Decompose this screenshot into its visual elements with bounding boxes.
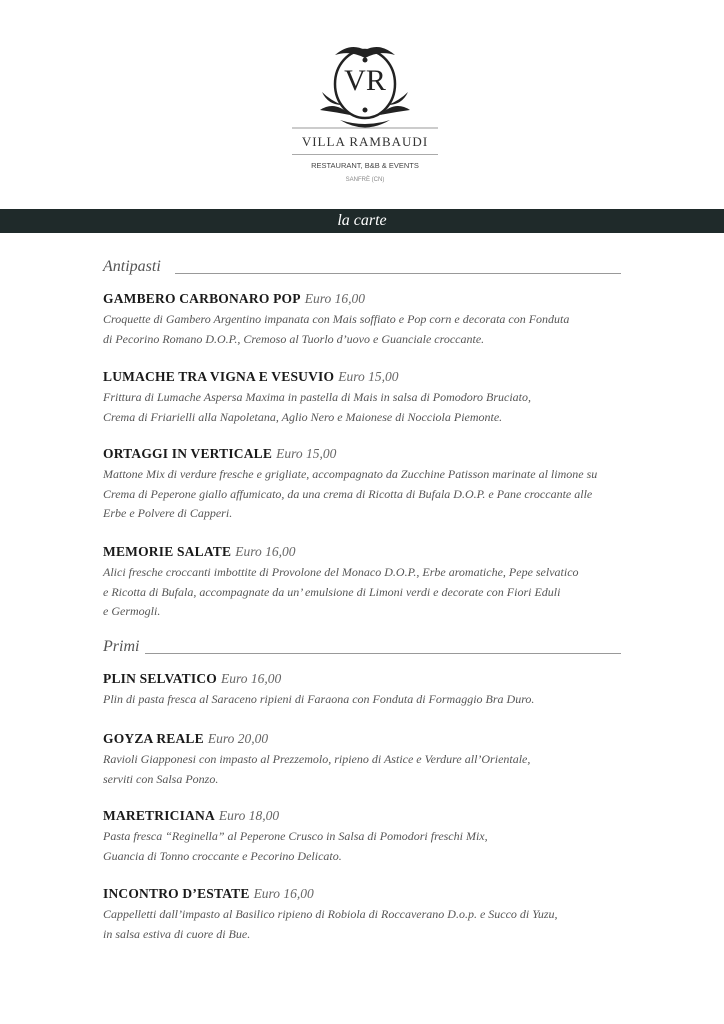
description-line: e Germogli.	[103, 604, 161, 618]
item-description	[103, 563, 633, 622]
section-heading-primi	[103, 638, 621, 658]
description-line: Mattone Mix di verdure fresche e grigliate, accompagnato da Zucchine Patisson marinate al limone su	[103, 467, 598, 481]
item-description	[103, 827, 633, 866]
menu-item	[103, 290, 633, 349]
divider	[145, 653, 621, 654]
item-name: MEMORIE SALATE	[103, 544, 232, 559]
description-line: Crema di Friarielli alla Napoletana, Aglio Nero e Maionese di Nocciola Piemonte.	[103, 409, 503, 424]
item-description	[103, 750, 633, 789]
description-line: di Pecorino Romano D.O.P., Cremoso al Tuorlo d’uovo e Guanciale croccante.	[103, 331, 485, 346]
description-line: Cappelletti dall’impasto al Basilico ripieno di Robiola di Roccaverano D.o.p. e Succo di Yuzu,	[103, 907, 558, 921]
item-price: Euro 16,00	[304, 291, 365, 306]
item-price: Euro 16,00	[235, 544, 296, 559]
item-price: Euro 18,00	[218, 808, 280, 823]
section-title: Antipasti	[103, 258, 167, 275]
description-line: Plin di pasta fresca al Saraceno ripieni di Faraona con Fonduta di Formaggio Bra Duro.	[103, 692, 535, 706]
description-line: Ravioli Giapponesi con impasto al Prezzemolo, ripieno di Astice e Verdure all’Orientale,	[103, 752, 531, 766]
item-description	[103, 310, 633, 349]
item-name: LUMACHE TRA VIGNA E VESUVIO	[103, 369, 335, 384]
item-description	[103, 388, 633, 427]
section-heading-antipasti	[103, 258, 621, 278]
band-title: la carte	[337, 212, 387, 229]
item-description	[103, 905, 633, 944]
menu-item	[103, 730, 633, 789]
menu-item	[103, 368, 633, 427]
description-line: in salsa estiva di cuore di Bue.	[103, 926, 251, 941]
menu-item	[103, 807, 633, 866]
logo-name: VILLA RAMBAUDI	[301, 134, 429, 149]
menu-item	[103, 670, 633, 710]
menu-item	[103, 885, 633, 944]
item-description	[103, 465, 633, 524]
item-name: ORTAGGI IN VERTICALE	[103, 446, 273, 461]
item-description	[103, 690, 633, 710]
item-price: Euro 15,00	[276, 446, 337, 461]
description-line: Guancia di Tonno croccante e Pecorino Delicato.	[103, 848, 342, 863]
menu-item	[103, 445, 633, 524]
description-line: serviti con Salsa Ponzo.	[103, 771, 219, 786]
item-name: GOYZA REALE	[103, 731, 204, 746]
item-price: Euro 16,00	[220, 671, 282, 686]
logo	[280, 20, 450, 190]
section-title: Primi	[103, 638, 145, 655]
description-line: Pasta fresca “Reginella” al Peperone Crusco in Salsa di Pomodori freschi Mix,	[103, 829, 488, 843]
item-price: Euro 15,00	[338, 369, 399, 384]
logo-location: SANFRÈ (CN)	[345, 177, 385, 183]
description-line: Alici fresche croccanti imbottite di Provolone del Monaco D.O.P., Erbe aromatiche, Pepe selvatico	[103, 565, 579, 579]
description-line: Croquette di Gambero Argentino impanata con Mais soffiato e Pop corn e decorata con Fonduta	[103, 312, 570, 326]
item-price: Euro 20,00	[207, 731, 269, 746]
item-name: PLIN SELVATICO	[103, 671, 217, 686]
divider	[175, 273, 621, 274]
item-name: GAMBERO CARBONARO POP	[103, 291, 301, 306]
item-price: Euro 16,00	[253, 886, 314, 901]
description-line: Erbe e Polvere di Capperi.	[103, 506, 233, 520]
item-name: INCONTRO D’ESTATE	[103, 886, 250, 901]
logo-tagline: RESTAURANT, B&B & EVENTS	[311, 161, 419, 170]
description-line: Frittura di Lumache Aspersa Maxima in pastella di Mais in salsa di Pomodoro Bruciato,	[103, 390, 531, 404]
menu-item	[103, 543, 633, 622]
title-band	[0, 209, 724, 233]
item-name: MARETRICIANA	[103, 808, 215, 823]
description-line: Crema di Peperone giallo affumicato, da una crema di Ricotta di Bufala D.O.P. e Pane croccante alle	[103, 486, 593, 501]
logo-monogram: VR	[344, 64, 386, 97]
description-line: e Ricotta di Bufala, accompagnate da un’ emulsione di Limoni verdi e decorate con Fiori Eduli	[103, 584, 561, 599]
